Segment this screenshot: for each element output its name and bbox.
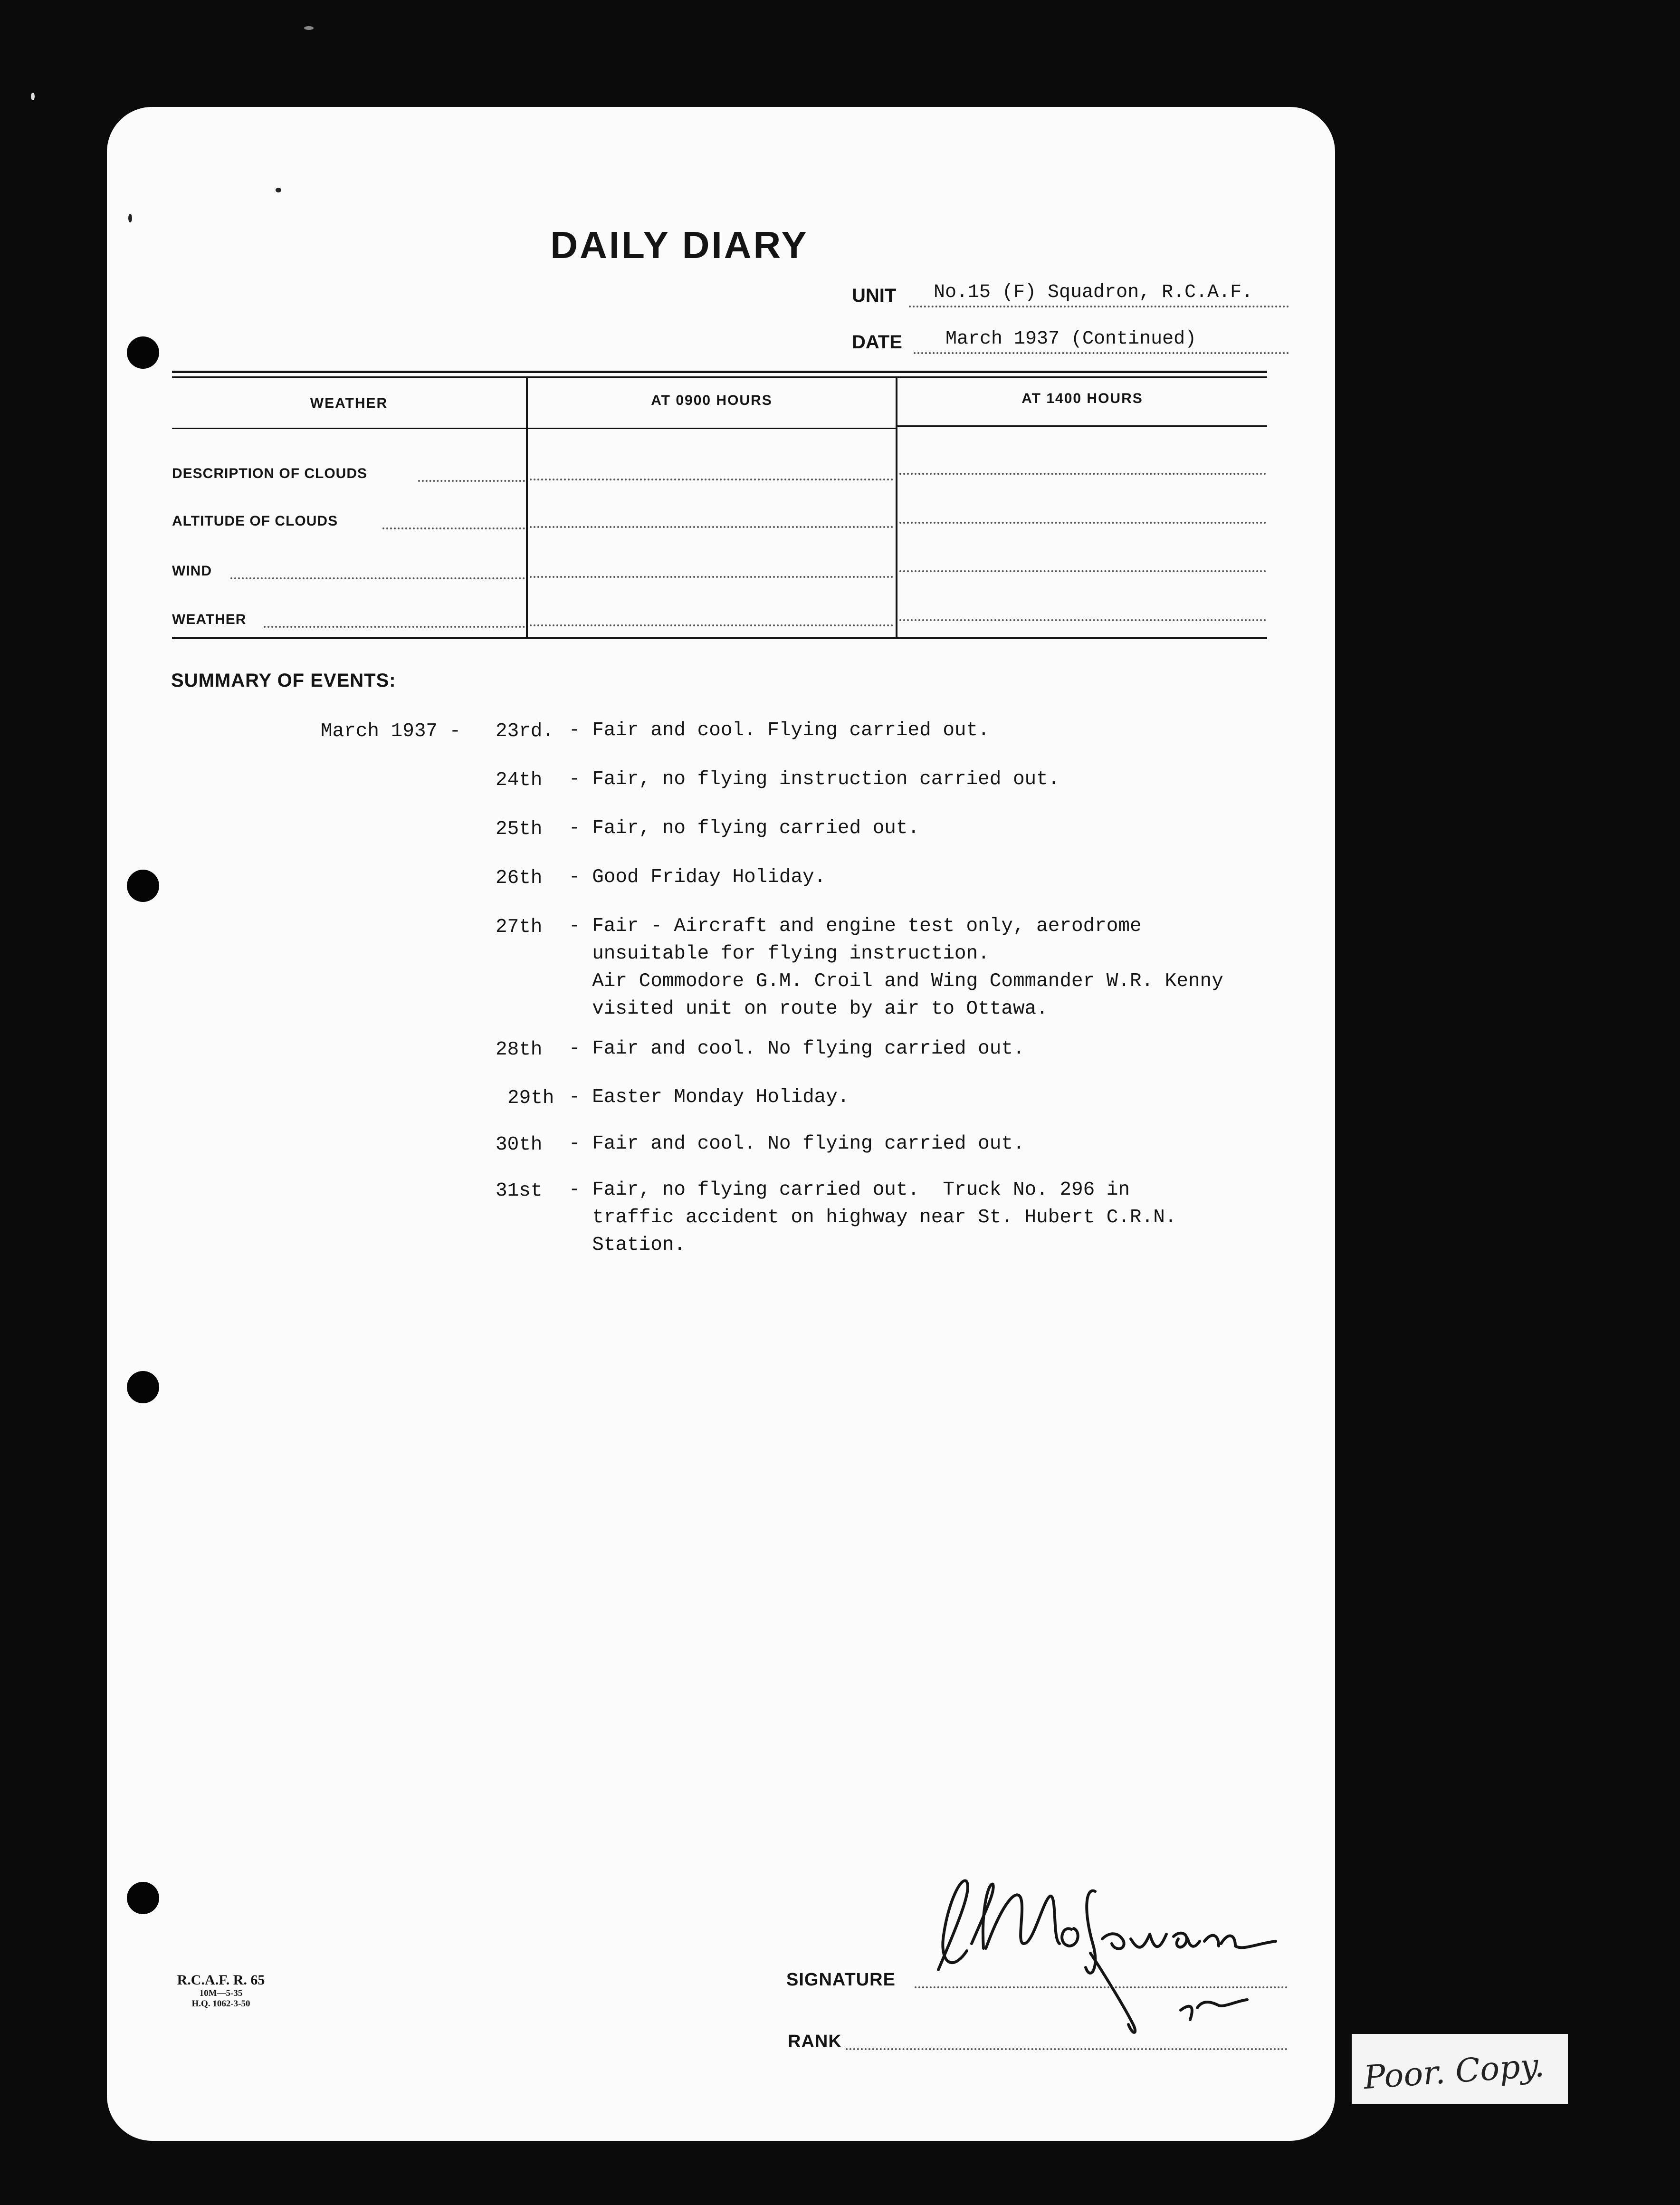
column-0900: AT 0900 HOURS [651, 393, 773, 408]
film-speck [304, 26, 314, 30]
summary-month: March 1937 - [321, 720, 461, 742]
entry-text: - Fair - Aircraft and engine test only, aerodrome unsuitable for flying instruction. Air Commodore G.M. Croil and Wing Commander W.R. Kenny visited unit on route by air to Ottawa. [569, 915, 1223, 1020]
entry-day: 29th [507, 1087, 554, 1109]
unit-value: No.15 (F) Squadron, R.C.A.F. [934, 282, 1253, 303]
form-number: R.C.A.F. R. 65 [177, 1972, 265, 1988]
row-dots [382, 527, 525, 529]
row-dots [530, 624, 893, 626]
entry-text: - Fair, no flying carried out. [569, 817, 920, 839]
poor-copy-text: Poor. Copy. [1362, 2046, 1546, 2097]
diary-sheet [107, 107, 1335, 2141]
row-dots [530, 526, 893, 528]
entry-text: - Fair, no flying instruction carried out. [569, 768, 1060, 790]
unit-label: UNIT [852, 285, 897, 306]
punch-hole [127, 1371, 159, 1403]
handwritten-signature [915, 1849, 1295, 2058]
row-dots [899, 473, 1266, 475]
entry-text: - Easter Monday Holiday. [569, 1086, 850, 1108]
entry-day: 24th [496, 769, 543, 791]
table-bottom-rule [172, 637, 1267, 639]
entry-day: 30th [496, 1134, 543, 1156]
row-dots [264, 626, 525, 628]
column-1400: AT 1400 HOURS [1021, 391, 1143, 406]
row-dots [899, 522, 1266, 524]
row-description-of-clouds: DESCRIPTION OF CLOUDS [172, 466, 368, 481]
table-header-underline-3 [897, 425, 1267, 427]
date-label: DATE [852, 332, 902, 353]
column-weather: WEATHER [310, 395, 388, 411]
entry-day: 23rd. [496, 720, 554, 742]
entry-day: 28th [496, 1039, 543, 1061]
row-dots [230, 577, 525, 579]
unit-dotted-line [909, 306, 1289, 307]
form-number-block [176, 1972, 266, 2009]
paper-speck [128, 214, 132, 222]
paper-speck [276, 188, 281, 192]
row-weather: WEATHER [172, 612, 247, 627]
film-speck [31, 93, 35, 100]
row-dots [418, 480, 525, 482]
print-line: H.Q. 1062-3-50 [191, 1999, 250, 2009]
entry-text: - Fair and cool. No flying carried out. [569, 1038, 1025, 1060]
date-value: March 1937 (Continued) [945, 328, 1197, 350]
table-header-underline-1 [172, 428, 526, 429]
table-divider-2 [896, 378, 897, 637]
row-dots [530, 479, 893, 480]
row-wind: WIND [172, 563, 212, 579]
entry-day: 26th [496, 867, 543, 889]
summary-heading: SUMMARY OF EVENTS: [171, 670, 396, 691]
row-dots [899, 570, 1266, 572]
signature-label: SIGNATURE [786, 1970, 896, 1990]
entry-text: - Fair, no flying carried out. Truck No. 296 in traffic accident on highway near St. Hubert C.R.N. Station. [569, 1179, 1177, 1256]
punch-hole [127, 1882, 159, 1914]
row-dots [899, 619, 1266, 621]
rank-label: RANK [788, 2032, 842, 2052]
date-dotted-line [914, 352, 1289, 354]
page-title: DAILY DIARY [550, 224, 809, 266]
table-top-rule [172, 371, 1267, 373]
entry-day: 27th [496, 916, 543, 938]
entry-day: 31st [496, 1180, 543, 1202]
entry-text: - Good Friday Holiday. [569, 866, 826, 888]
entry-day: 25th [496, 818, 543, 840]
table-header-underline-2 [528, 428, 896, 429]
entry-text: - Fair and cool. Flying carried out. [569, 719, 990, 741]
entry-text: - Fair and cool. No flying carried out. [569, 1133, 1025, 1155]
row-altitude-of-clouds: ALTITUDE OF CLOUDS [172, 513, 338, 529]
table-divider-1 [526, 378, 528, 637]
poor-copy-note [1352, 2034, 1568, 2104]
row-dots [530, 576, 893, 578]
print-line: 10M—5-35 [199, 1988, 243, 1998]
punch-hole [127, 870, 159, 902]
table-top-rule-2 [172, 376, 1267, 378]
punch-hole [127, 336, 159, 369]
